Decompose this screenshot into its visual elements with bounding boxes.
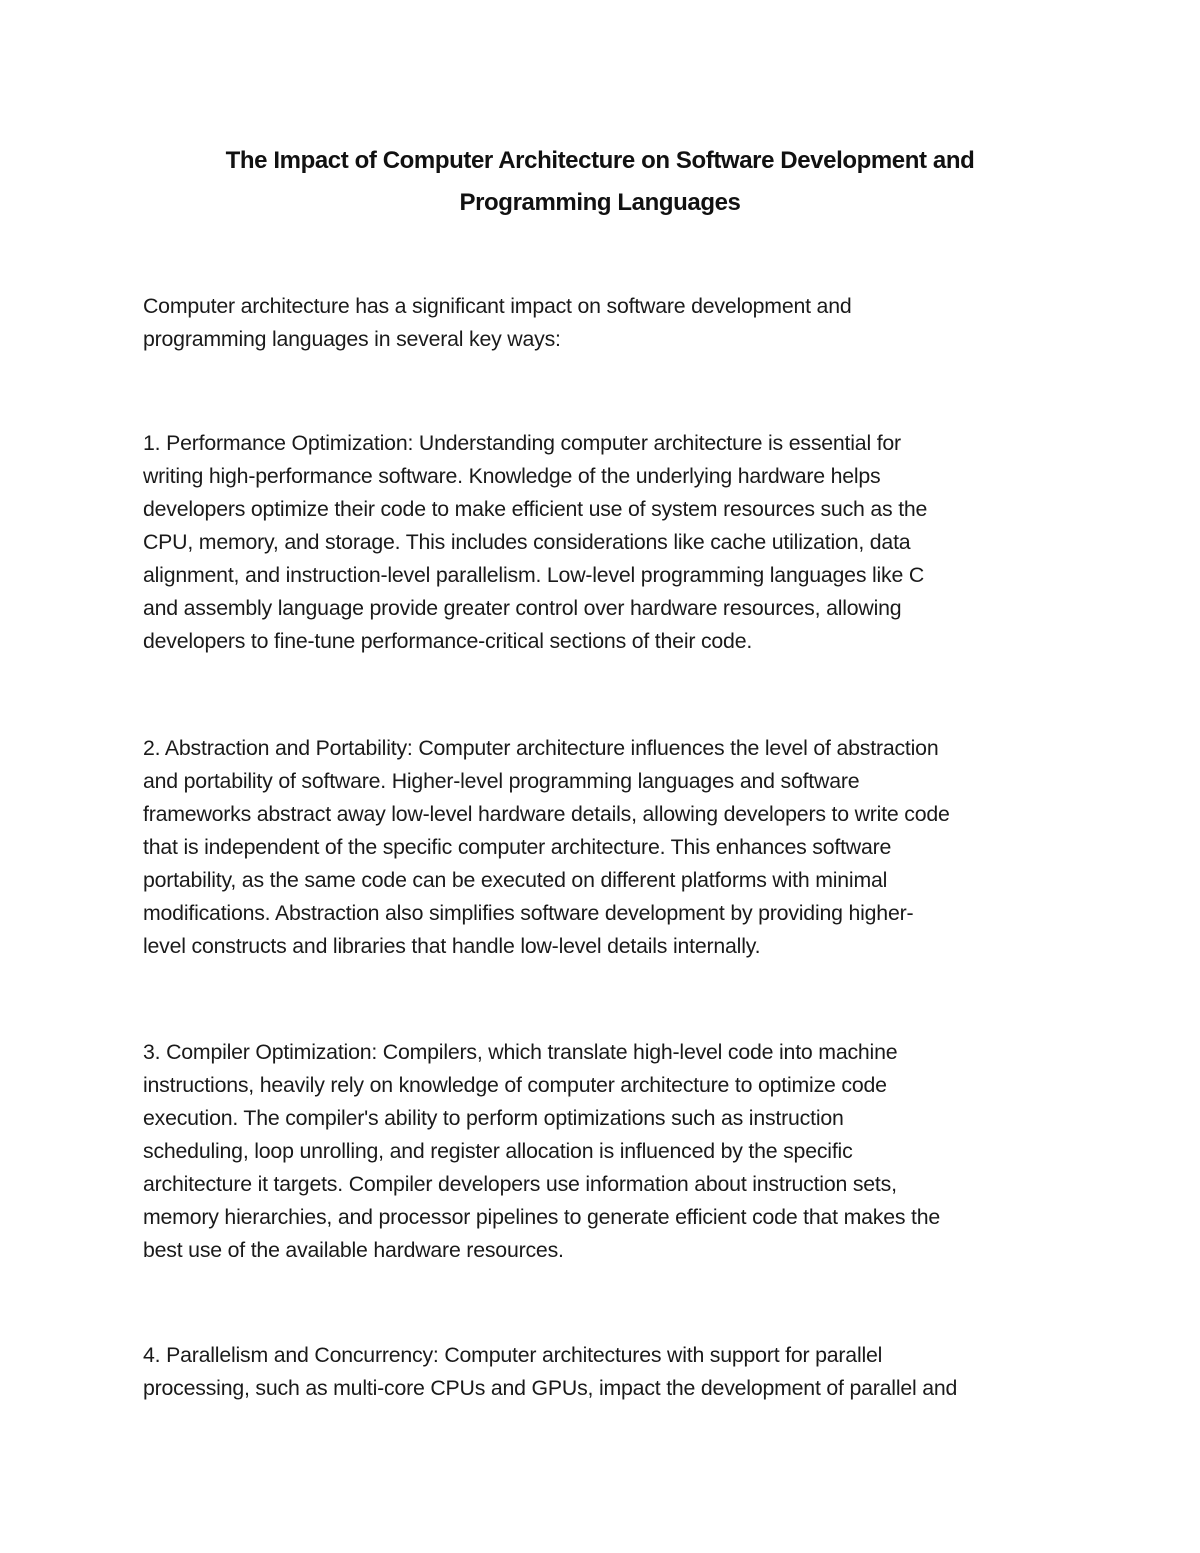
text-line: and assembly language provide greater control over hardware resources, allowing bbox=[143, 596, 902, 620]
text-line: architecture it targets. Compiler developers use information about instruction sets, bbox=[143, 1172, 897, 1196]
text-line: Computer architecture has a significant impact on software development and bbox=[143, 294, 852, 318]
text-line: developers to fine-tune performance-critical sections of their code. bbox=[143, 629, 753, 653]
text-line: level constructs and libraries that handle low-level details internally. bbox=[143, 934, 761, 958]
text-line: alignment, and instruction-level parallelism. Low-level programming languages like C bbox=[143, 563, 925, 587]
section-parallelism-concurrency bbox=[143, 1339, 1068, 1405]
text-line: scheduling, loop unrolling, and register allocation is influenced by the specific bbox=[143, 1139, 853, 1163]
text-line: frameworks abstract away low-level hardware details, allowing developers to write code bbox=[143, 802, 950, 826]
text-line: developers optimize their code to make efficient use of system resources such as the bbox=[143, 497, 928, 521]
text-line: execution. The compiler's ability to perform optimizations such as instruction bbox=[143, 1106, 844, 1130]
text-line: instructions, heavily rely on knowledge of computer architecture to optimize code bbox=[143, 1073, 887, 1097]
text-line: 4. Parallelism and Concurrency: Computer architectures with support for parallel bbox=[143, 1343, 883, 1367]
text-line: 3. Compiler Optimization: Compilers, which translate high-level code into machine bbox=[143, 1040, 898, 1064]
text-line: portability, as the same code can be executed on different platforms with minimal bbox=[143, 868, 888, 892]
section-abstraction-portability bbox=[143, 732, 1068, 963]
title-line: The Impact of Computer Architecture on Software Development and bbox=[225, 147, 975, 174]
text-line: writing high-performance software. Knowledge of the underlying hardware helps bbox=[143, 464, 881, 488]
text-line: 2. Abstraction and Portability: Computer architecture influences the level of abstraction bbox=[143, 736, 939, 760]
text-line: best use of the available hardware resources. bbox=[143, 1238, 564, 1262]
text-line: processing, such as multi-core CPUs and GPUs, impact the development of parallel and bbox=[143, 1376, 958, 1400]
text-line: and portability of software. Higher-level programming languages and software bbox=[143, 769, 860, 793]
text-line: memory hierarchies, and processor pipelines to generate efficient code that makes the bbox=[143, 1205, 941, 1229]
text-line: programming languages in several key ways: bbox=[143, 327, 561, 351]
text-line: modifications. Abstraction also simplifies software development by providing higher- bbox=[143, 901, 914, 925]
intro-paragraph bbox=[143, 290, 1068, 356]
text-line: 1. Performance Optimization: Understanding computer architecture is essential for bbox=[143, 431, 901, 455]
title-line: Programming Languages bbox=[459, 189, 741, 216]
section-performance-optimization bbox=[143, 427, 1068, 658]
page-title bbox=[140, 140, 1060, 224]
text-line: CPU, memory, and storage. This includes considerations like cache utilization, data bbox=[143, 530, 911, 554]
section-compiler-optimization bbox=[143, 1036, 1068, 1267]
text-line: that is independent of the specific computer architecture. This enhances software bbox=[143, 835, 892, 859]
